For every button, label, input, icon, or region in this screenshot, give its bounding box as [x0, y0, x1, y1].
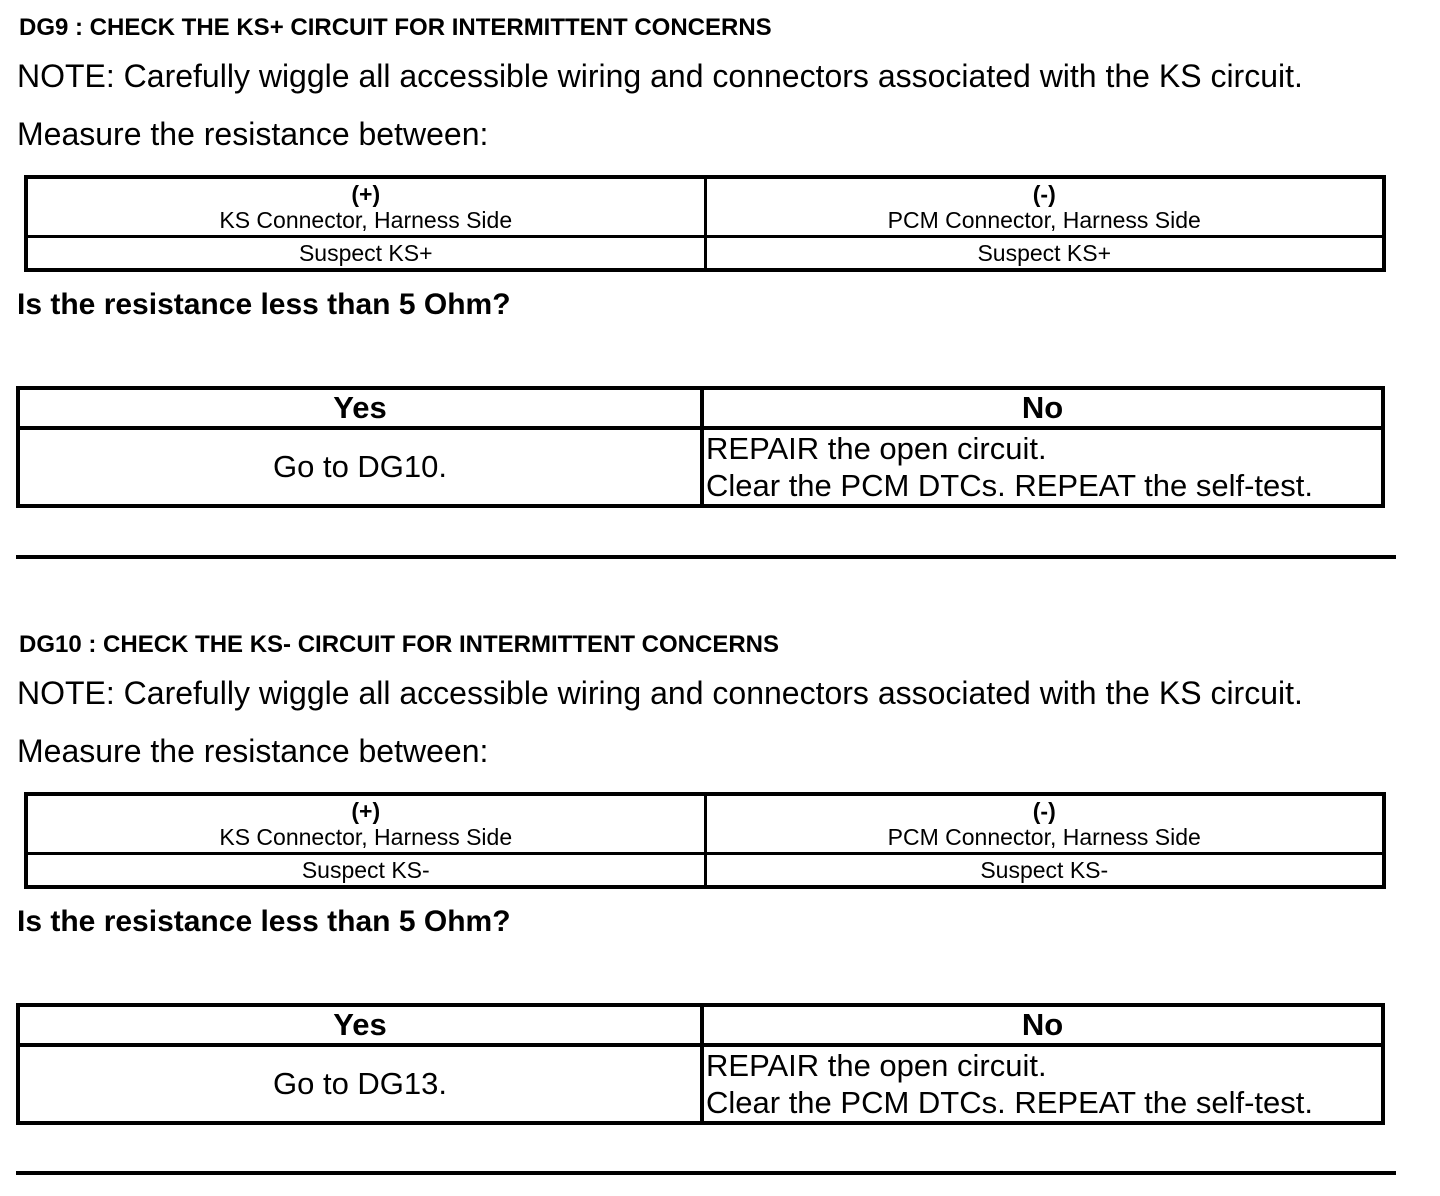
- no-action-line: REPAIR the open circuit.: [706, 431, 1047, 466]
- result-table: [16, 386, 1385, 508]
- plus-value-cell: Suspect KS+: [26, 237, 705, 271]
- no-action-line: Clear the PCM DTCs. REPEAT the self-test.: [706, 1085, 1313, 1120]
- plus-header-cell: [26, 794, 705, 854]
- no-action: [702, 428, 1383, 506]
- result-table: [16, 1003, 1385, 1125]
- measure-intro: Measure the resistance between:: [17, 733, 489, 769]
- minus-sign: (-): [1032, 181, 1056, 207]
- minus-label: PCM Connector, Harness Side: [887, 824, 1201, 850]
- plus-header-cell: [26, 177, 705, 237]
- step-title: DG10 : CHECK THE KS- CIRCUIT FOR INTERMITTENT CONCERNS: [19, 631, 780, 658]
- no-header: No: [702, 1005, 1383, 1045]
- step-question: Is the resistance less than 5 Ohm?: [17, 905, 511, 938]
- no-action-line: REPAIR the open circuit.: [706, 1048, 1047, 1083]
- yes-header: Yes: [18, 1005, 702, 1045]
- yes-action: Go to DG13.: [18, 1045, 702, 1123]
- plus-label: KS Connector, Harness Side: [219, 824, 513, 850]
- minus-sign: (-): [1032, 798, 1056, 824]
- minus-header-cell: [705, 794, 1384, 854]
- section-divider: [16, 1171, 1396, 1175]
- measurement-table: [24, 175, 1386, 272]
- plus-label: KS Connector, Harness Side: [219, 207, 513, 233]
- step-title: DG9 : CHECK THE KS+ CIRCUIT FOR INTERMITTENT CONCERNS: [19, 14, 772, 41]
- minus-header-cell: [705, 177, 1384, 237]
- plus-value-cell: Suspect KS-: [26, 854, 705, 888]
- measurement-table: [24, 792, 1386, 889]
- step-note: NOTE: Carefully wiggle all accessible wiring and connectors associated with the KS circuit.: [17, 675, 1303, 711]
- yes-header: Yes: [18, 388, 702, 428]
- measure-intro: Measure the resistance between:: [17, 116, 489, 152]
- minus-label: PCM Connector, Harness Side: [887, 207, 1201, 233]
- step-note: NOTE: Carefully wiggle all accessible wiring and connectors associated with the KS circuit.: [17, 58, 1303, 94]
- section-divider: [16, 555, 1396, 559]
- yes-action: Go to DG10.: [18, 428, 702, 506]
- minus-value-cell: Suspect KS+: [705, 237, 1384, 271]
- no-header: No: [702, 388, 1383, 428]
- minus-value-cell: Suspect KS-: [705, 854, 1384, 888]
- no-action-line: Clear the PCM DTCs. REPEAT the self-test.: [706, 468, 1313, 503]
- plus-sign: (+): [351, 798, 381, 824]
- step-question: Is the resistance less than 5 Ohm?: [17, 288, 511, 321]
- plus-sign: (+): [351, 181, 381, 207]
- no-action: [702, 1045, 1383, 1123]
